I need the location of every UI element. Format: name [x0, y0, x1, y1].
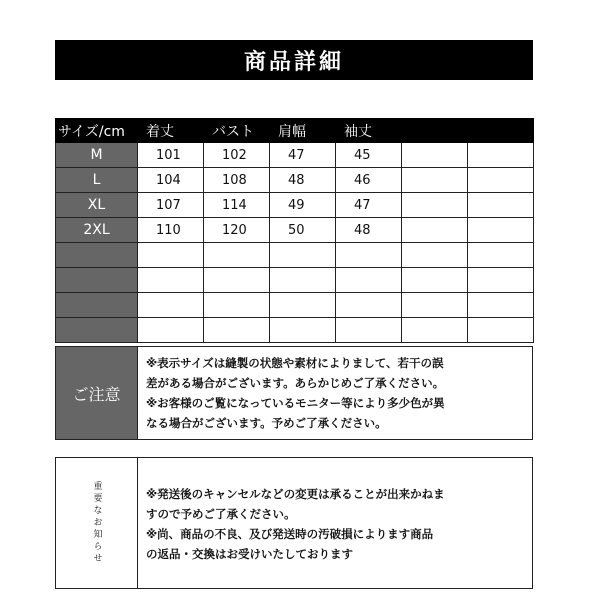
table-cell [270, 243, 336, 268]
size-label: XL [56, 193, 138, 218]
size-label [56, 293, 138, 318]
header-size: サイズ/cm [56, 119, 138, 143]
table-cell [468, 218, 534, 243]
table-cell [468, 143, 534, 168]
table-cell [204, 243, 270, 268]
notice-line: なる場合がございます。予めご了承ください。 [146, 416, 387, 430]
notice-text [138, 347, 532, 439]
header-empty [468, 119, 534, 143]
size-label [56, 268, 138, 293]
table-cell [270, 293, 336, 318]
table-cell [402, 243, 468, 268]
table-cell: 110 [138, 218, 204, 243]
size-label: M [56, 143, 138, 168]
notice-line: ※お客様のご覧になっているモニター等により多少色が異 [146, 396, 445, 410]
table-row [56, 193, 534, 218]
table-cell [402, 268, 468, 293]
table-header-row [56, 119, 534, 143]
table-cell [468, 293, 534, 318]
table-cell [468, 318, 534, 343]
table-cell [402, 218, 468, 243]
important-label-cell [56, 458, 138, 588]
table-cell [468, 168, 534, 193]
notice-line: 差がある場合がございます。あらかじめご了承ください。 [146, 376, 445, 390]
header-bust: バスト [204, 119, 270, 143]
table-cell [336, 293, 402, 318]
table-cell [468, 193, 534, 218]
size-label [56, 318, 138, 343]
table-cell: 47 [336, 193, 402, 218]
table-row [56, 218, 534, 243]
table-cell [336, 243, 402, 268]
table-cell [336, 268, 402, 293]
notice-label: ご注意 [56, 347, 138, 439]
size-label [56, 243, 138, 268]
table-cell: 120 [204, 218, 270, 243]
size-table [55, 118, 534, 343]
header-length: 着丈 [138, 119, 204, 143]
table-cell: 46 [336, 168, 402, 193]
table-cell [204, 268, 270, 293]
table-cell: 49 [270, 193, 336, 218]
table-cell: 102 [204, 143, 270, 168]
table-cell [402, 143, 468, 168]
table-cell [402, 193, 468, 218]
table-cell [402, 318, 468, 343]
important-line: ※尚、商品の不良、及び発送時の汚破損によります商品 [146, 527, 434, 541]
table-cell [468, 268, 534, 293]
table-cell [138, 243, 204, 268]
table-cell [204, 293, 270, 318]
table-row [56, 168, 534, 193]
table-cell [138, 268, 204, 293]
important-line: の返品・交換はお受けいたしております [146, 547, 353, 561]
table-cell [336, 318, 402, 343]
table-cell: 104 [138, 168, 204, 193]
important-box [55, 457, 533, 589]
table-cell [270, 318, 336, 343]
header-sleeve: 袖丈 [336, 119, 402, 143]
table-cell: 47 [270, 143, 336, 168]
table-cell [138, 318, 204, 343]
table-cell: 50 [270, 218, 336, 243]
important-line: すので予めご了承ください。 [146, 507, 296, 521]
table-row [56, 318, 534, 343]
notice-box [55, 346, 533, 440]
table-cell: 114 [204, 193, 270, 218]
size-label: L [56, 168, 138, 193]
important-line: ※発送後のキャンセルなどの変更は承ることが出来かねま [146, 487, 445, 501]
table-cell: 48 [270, 168, 336, 193]
table-cell [402, 293, 468, 318]
table-row [56, 268, 534, 293]
important-label: 重要なお知らせ [91, 481, 102, 565]
table-cell [402, 168, 468, 193]
table-cell [204, 318, 270, 343]
table-cell [270, 268, 336, 293]
table-row [56, 143, 534, 168]
header-shoulder: 肩幅 [270, 119, 336, 143]
table-cell: 101 [138, 143, 204, 168]
table-cell: 107 [138, 193, 204, 218]
important-text [138, 458, 532, 588]
header-empty [402, 119, 468, 143]
size-label: 2XL [56, 218, 138, 243]
table-cell [138, 293, 204, 318]
table-cell: 45 [336, 143, 402, 168]
table-row [56, 243, 534, 268]
table-cell: 108 [204, 168, 270, 193]
table-row [56, 293, 534, 318]
page-title: 商品詳細 [55, 40, 533, 80]
table-cell [468, 243, 534, 268]
notice-line: ※表示サイズは縫製の状態や素材によりまして、若干の誤 [146, 356, 444, 370]
table-cell: 48 [336, 218, 402, 243]
